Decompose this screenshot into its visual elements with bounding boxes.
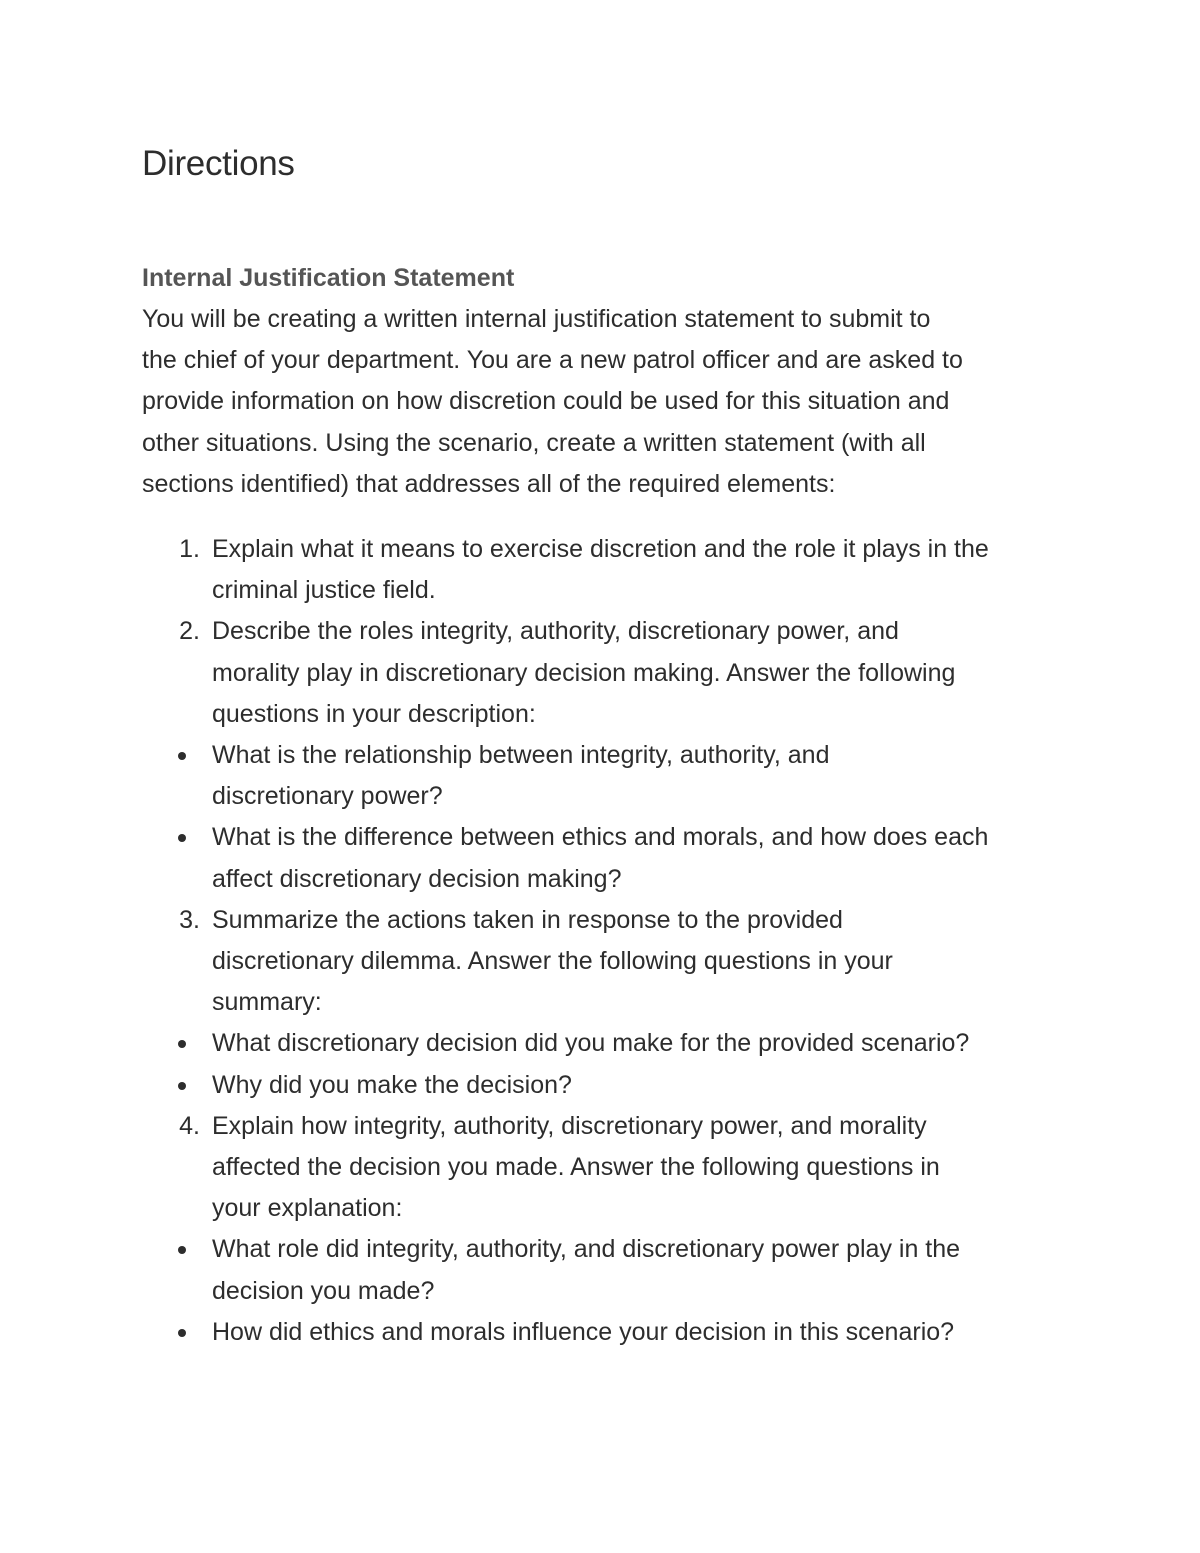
bullet-icon	[178, 1082, 186, 1090]
bullet-icon	[178, 1246, 186, 1254]
item-number: 2.	[179, 617, 200, 646]
numbered-item	[142, 1106, 1072, 1230]
item-line: affected the decision you made. Answer the following questions in	[212, 1153, 940, 1182]
numbered-item	[142, 529, 1072, 611]
bullet-item	[142, 1312, 1072, 1353]
item-line: How did ethics and morals influence your decision in this scenario?	[212, 1317, 955, 1346]
intro-line: other situations. Using the scenario, create a written statement (with all	[142, 428, 926, 457]
item-line: summary:	[212, 988, 322, 1017]
item-line: Explain what it means to exercise discretion and the role it plays in the	[212, 535, 989, 563]
numbered-item	[142, 900, 1072, 1024]
section-subtitle: Internal Justification Statement	[142, 264, 515, 292]
item-line: What discretionary decision did you make for the provided scenario?	[212, 1029, 970, 1058]
bullet-item	[142, 1229, 1072, 1311]
item-line: decision you made?	[212, 1276, 435, 1305]
item-line: discretionary power?	[212, 782, 443, 811]
intro-line: sections identified) that addresses all of the required elements:	[142, 469, 836, 498]
bullet-item	[142, 1023, 1072, 1064]
item-line: affect discretionary decision making?	[212, 864, 622, 893]
page-title: Directions	[142, 144, 295, 183]
bullet-item	[142, 1065, 1072, 1106]
item-number: 3.	[179, 905, 200, 934]
item-line: Describe the roles integrity, authority, discretionary power, and	[212, 617, 899, 646]
item-number: 1.	[179, 535, 200, 563]
intro-paragraph	[142, 299, 1062, 505]
bullet-item	[142, 817, 1072, 899]
intro-line: provide information on how discretion could be used for this situation and	[142, 387, 950, 416]
item-line: Explain how integrity, authority, discretionary power, and morality	[212, 1111, 927, 1140]
numbered-item	[142, 611, 1072, 735]
bullet-icon	[178, 1040, 186, 1048]
item-number: 4.	[179, 1111, 200, 1140]
intro-line: You will be creating a written internal justification statement to submit to	[142, 305, 931, 333]
item-line: questions in your description:	[212, 699, 536, 728]
item-line: Summarize the actions taken in response to the provided	[212, 905, 843, 934]
item-line: your explanation:	[212, 1194, 403, 1223]
item-line: discretionary dilemma. Answer the following questions in your	[212, 947, 893, 976]
bullet-icon	[178, 834, 186, 842]
bullet-icon	[178, 752, 186, 760]
item-line: morality play in discretionary decision making. Answer the following	[212, 658, 956, 687]
requirements-list	[142, 529, 1072, 1353]
intro-line: the chief of your department. You are a new patrol officer and are asked to	[142, 346, 963, 375]
item-line: What is the difference between ethics and morals, and how does each	[212, 823, 989, 852]
item-line: criminal justice field.	[212, 576, 436, 605]
item-line: What is the relationship between integrity, authority, and	[212, 741, 830, 770]
bullet-item	[142, 735, 1072, 817]
item-line: What role did integrity, authority, and discretionary power play in the	[212, 1235, 961, 1264]
bullet-icon	[178, 1329, 186, 1337]
item-line: Why did you make the decision?	[212, 1070, 572, 1099]
